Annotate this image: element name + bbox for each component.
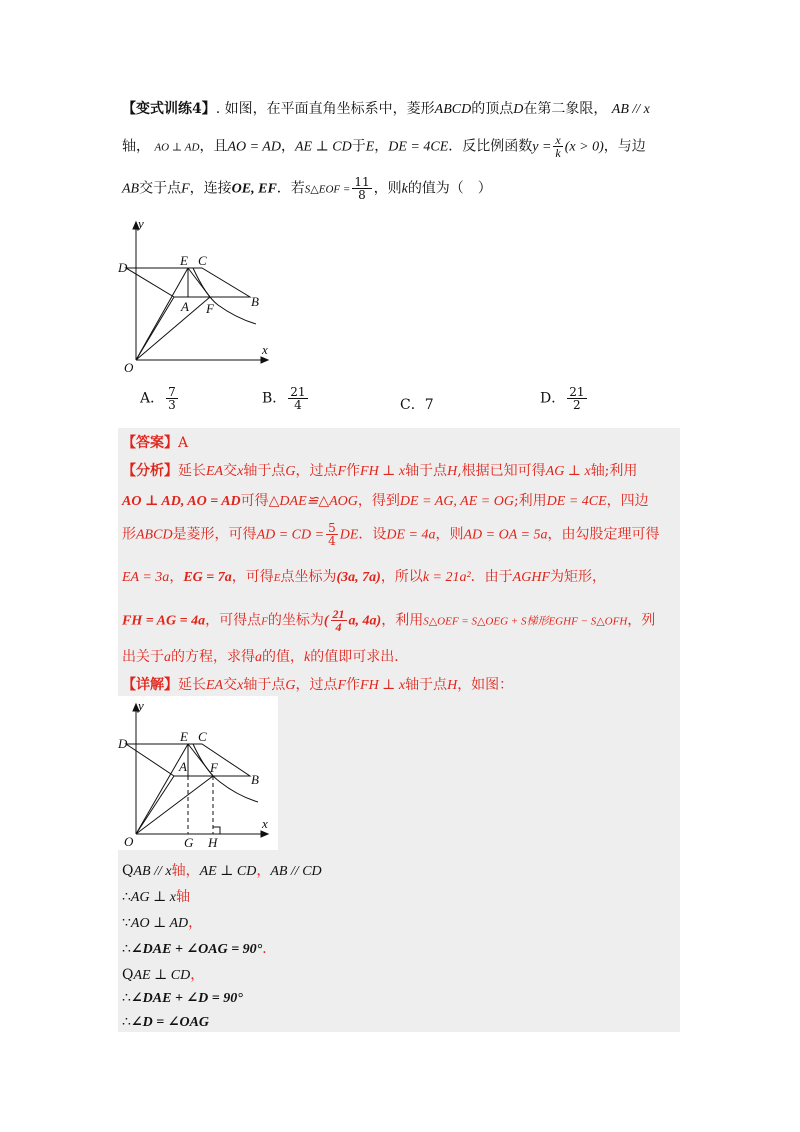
- fig2-label-b: B: [251, 772, 259, 787]
- fig2-label-g: G: [184, 835, 194, 850]
- problem-line-2: 轴， AO ⊥ AD，且AO = AD，AE ⊥ CD于E，DE = 4CE．反比例函数y = $\frac{x}{k}$ (x > 0)，与边: [122, 133, 646, 160]
- analysis-line-2: AO ⊥ AD, AO = AD可得△DAE≌△AOG，得到DE = AG, AE = OG;利用DE = 4CE，四边: [122, 493, 649, 509]
- fig1-label-d: D: [118, 260, 128, 275]
- fig2-label-d: D: [118, 736, 128, 751]
- choice-a[interactable]: A． $\frac{7}{3}$: [140, 385, 176, 412]
- analysis-line-1: 【分析】延长EA交x轴于点G，过点F作FH ⊥ x轴于点H,根据已知可得AG ⊥ x轴;利用: [122, 463, 638, 479]
- problem-line-1: 【变式训练4】. 如图，在平面直角坐标系中，菱形ABCD的顶点D在第二象限， AB // x: [122, 101, 650, 117]
- hyperbola-curve: [193, 268, 256, 324]
- fig1-label-b: B: [251, 294, 259, 309]
- figure-2: [118, 696, 278, 850]
- detail-label: 【详解】: [122, 677, 178, 693]
- analysis-line-6: 出关于a的方程，求得a的值，k的值即可求出．: [122, 649, 409, 665]
- fig2-label-h: H: [208, 835, 218, 850]
- answer-line: [122, 432, 188, 452]
- detail-line: 【详解】延长EA交x轴于点G，过点F作FH ⊥ x轴于点H，如图：: [122, 677, 514, 693]
- fig1-label-x: x: [262, 342, 268, 357]
- step-4: ∴∠DAE + ∠OAG = 90°．: [122, 941, 277, 957]
- function-fraction: $\frac{x}{k}$: [555, 133, 561, 160]
- fig1-label-f: F: [206, 301, 214, 316]
- step-6: ∴∠DAE + ∠D = 90°: [122, 990, 243, 1006]
- step-3: ∵AO ⊥ AD，: [122, 915, 203, 931]
- x-axis-arrow: [261, 831, 268, 837]
- step-5: QAE ⊥ CD，: [122, 967, 205, 983]
- figure-1: [118, 212, 278, 374]
- step-7: ∴∠D = ∠OAG: [122, 1014, 210, 1030]
- fig1-label-y: y: [138, 216, 144, 231]
- problem-label: 【变式训练4】: [122, 101, 216, 117]
- segment-of: [136, 297, 210, 360]
- segment-oa: [136, 297, 174, 360]
- fig2-label-c: C: [198, 729, 207, 744]
- segment-oe: [136, 744, 188, 834]
- answer-label: 【答案】: [122, 435, 178, 451]
- x-axis-arrow: [261, 357, 268, 363]
- fig1-label-o: O: [124, 360, 134, 374]
- analysis-line-4: EA = 3a，EG = 7a，可得E点坐标为(3a, 7a)，所以k = 21a²．由于AGHF为矩形，: [122, 569, 606, 585]
- choice-d[interactable]: D． $\frac{21}{2}$: [540, 385, 585, 412]
- fig2-label-f: F: [210, 760, 218, 775]
- fig1-label-a: A: [181, 299, 189, 314]
- analysis-line-3: 形ABCD是菱形，可得AD = CD = $\frac{5}{4}$ DE．设DE = 4a，则AD = OA = 5a，由勾股定理可得: [122, 521, 660, 548]
- answer-value: A: [178, 435, 189, 451]
- analysis-line-5: FH = AG = 4a，可得点F的坐标为( $\frac{21}{4}$ a, 4a)，利用S△OEF = S△OEG + S梯形EGHF − S△OFH，列: [122, 607, 656, 634]
- fig1-label-c: C: [198, 253, 207, 268]
- right-angle-mark: [213, 827, 220, 834]
- fig1-label-e: E: [180, 253, 188, 268]
- step-1: QAB // x轴，AE ⊥ CD，AB // CD: [122, 863, 322, 879]
- fig2-label-y: y: [138, 698, 144, 713]
- segment-oa: [136, 776, 174, 834]
- choice-c[interactable]: C．7: [400, 397, 434, 413]
- choice-b[interactable]: B． $\frac{21}{4}$: [262, 385, 306, 412]
- fig2-label-o: O: [124, 834, 134, 849]
- problem-line-3: AB交于点F，连接OE, EF．若S△EOF = $\frac{11}{8}$ ，则k的值为（ ）: [122, 175, 492, 202]
- analysis-label: 【分析】: [122, 463, 178, 479]
- fig2-label-e: E: [180, 729, 188, 744]
- fig2-label-x: x: [262, 816, 268, 831]
- segment-of: [136, 776, 213, 834]
- hyperbola-curve: [193, 744, 258, 802]
- fig2-label-a: A: [179, 759, 187, 774]
- step-2: ∴AG ⊥ x轴: [122, 889, 190, 905]
- area-fraction: $\frac{11}{8}$: [354, 175, 370, 202]
